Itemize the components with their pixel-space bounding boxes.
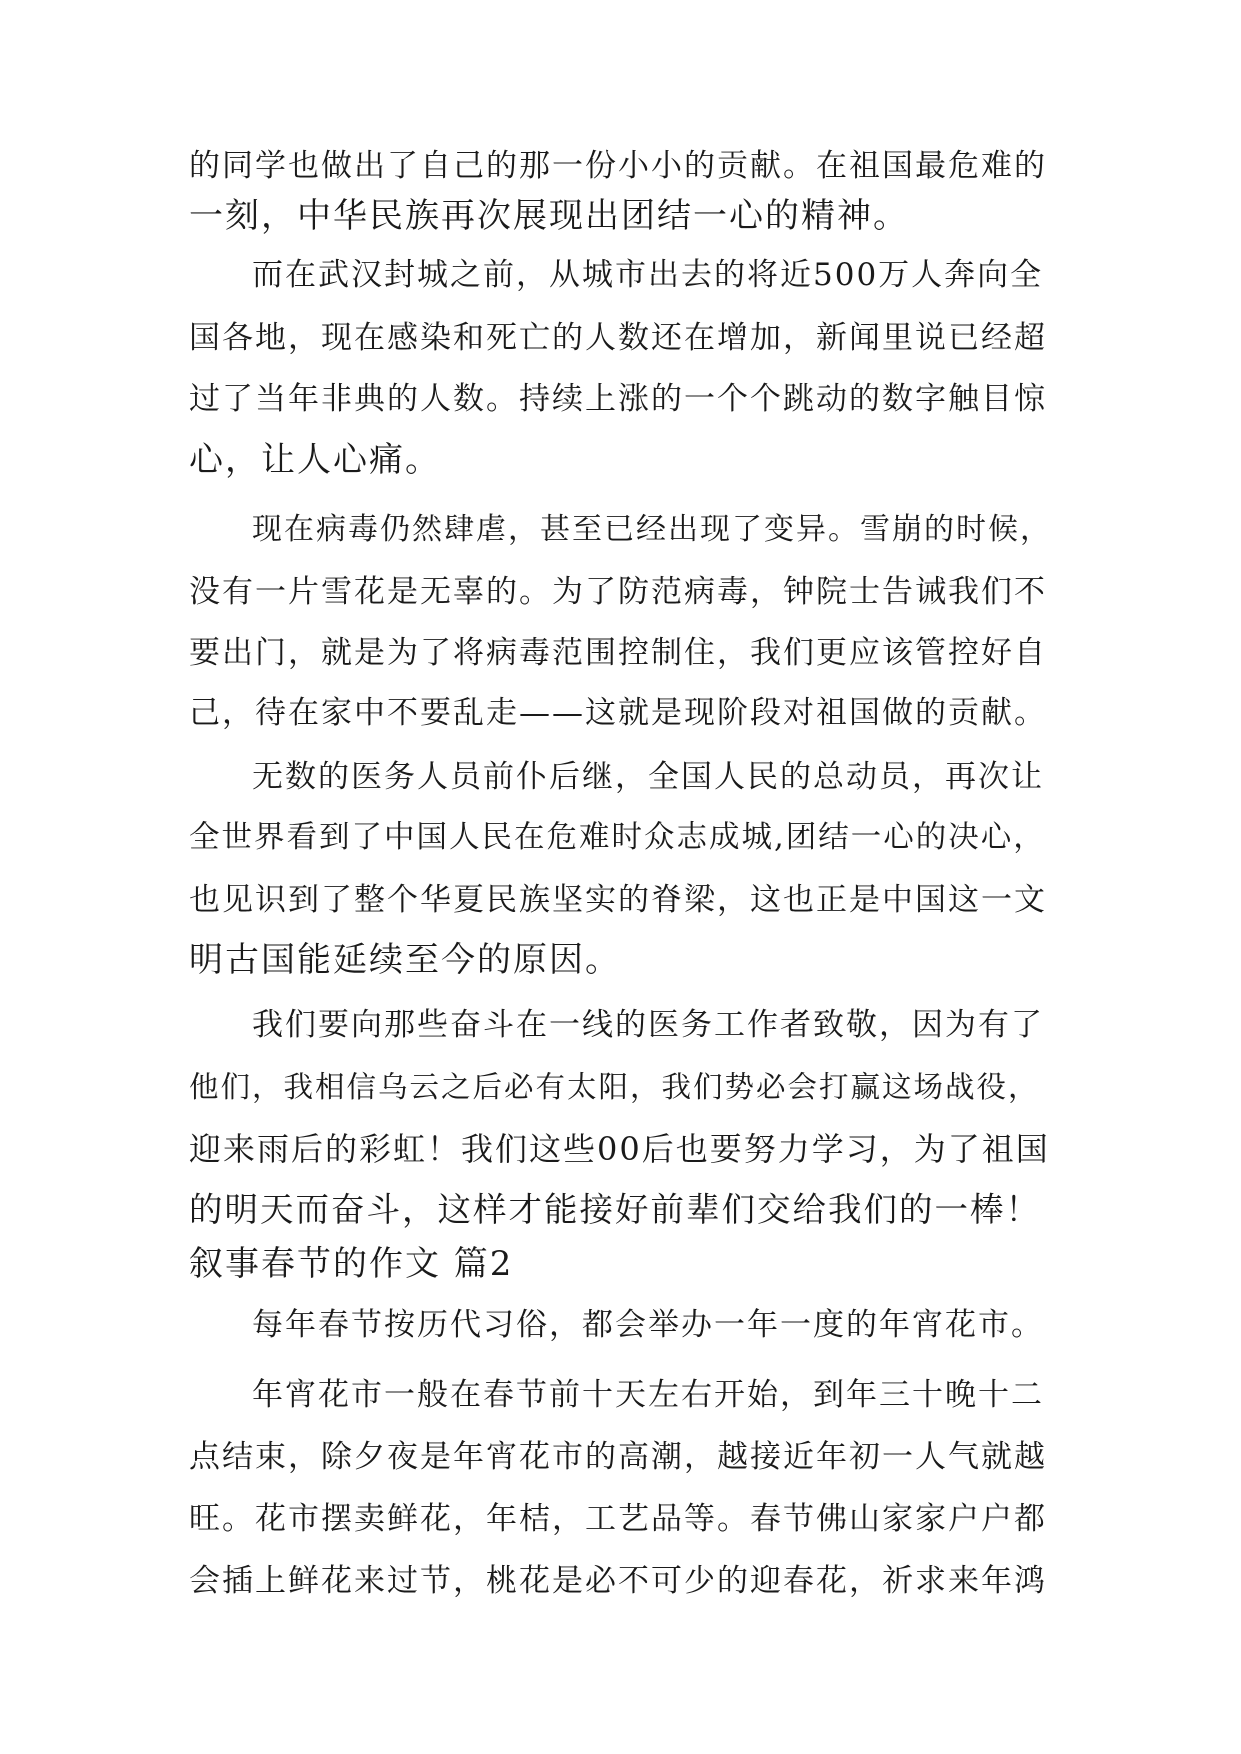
text-line-10: 己，待在家中不要乱走——这就是现阶段对祖国做的贡献。 xyxy=(189,695,1047,731)
text-line-3: 而在武汉封城之前，从城市出去的将近500万人奔向全 xyxy=(252,257,1044,293)
text-line-23: 会插上鲜花来过节，桃花是必不可少的迎春花，祈求来年鸿 xyxy=(189,1563,1047,1599)
text-line-15: 我们要向那些奋斗在一线的医务工作者致敬，因为有了 xyxy=(252,1007,1044,1043)
text-line-20: 年宵花市一般在春节前十天左右开始，到年三十晚十二 xyxy=(252,1377,1044,1413)
text-line-16: 他们，我相信乌云之后必有太阳，我们势必会打赢这场战役， xyxy=(189,1070,1040,1104)
text-line-8: 没有一片雪花是无辜的。为了防范病毒，钟院士告诫我们不 xyxy=(189,574,1047,610)
text-line-17: 迎来雨后的彩虹！我们这些00后也要努力学习，为了祖国 xyxy=(189,1130,1050,1168)
section-heading: 叙事春节的作文 篇2 xyxy=(189,1244,514,1284)
text-line-12: 全世界看到了中国人民在危难时众志成城,团结一心的决心， xyxy=(189,820,1046,855)
text-line-1: 的同学也做出了自己的那一份小小的贡献。在祖国最危难的 xyxy=(189,148,1047,184)
text-line-4: 国各地，现在感染和死亡的人数还在增加，新闻里说已经超 xyxy=(189,320,1047,356)
text-line-14: 明古国能延续至今的原因。 xyxy=(189,940,621,980)
text-line-7: 现在病毒仍然肆虐，甚至已经出现了变异。雪崩的时候， xyxy=(252,512,1052,547)
text-line-11: 无数的医务人员前仆后继，全国人民的总动员，再次让 xyxy=(252,759,1044,795)
text-line-13: 也见识到了整个华夏民族坚实的脊梁，这也正是中国这一文 xyxy=(189,882,1047,918)
text-line-21: 点结束，除夕夜是年宵花市的高潮，越接近年初一人气就越 xyxy=(189,1439,1047,1475)
text-line-6: 心，让人心痛。 xyxy=(189,440,441,480)
text-line-19: 每年春节按历代习俗，都会举办一年一度的年宵花市。 xyxy=(252,1307,1044,1343)
text-line-2: 一刻，中华民族再次展现出团结一心的精神。 xyxy=(189,196,909,236)
text-line-18: 的明天而奋斗，这样才能接好前辈们交给我们的一棒！ xyxy=(189,1190,1041,1229)
text-line-9: 要出门，就是为了将病毒范围控制住，我们更应该管控好自 xyxy=(189,635,1047,671)
text-line-5: 过了当年非典的人数。持续上涨的一个个跳动的数字触目惊 xyxy=(189,381,1047,417)
text-line-22: 旺。花市摆卖鲜花，年桔，工艺品等。春节佛山家家户户都 xyxy=(189,1501,1047,1537)
